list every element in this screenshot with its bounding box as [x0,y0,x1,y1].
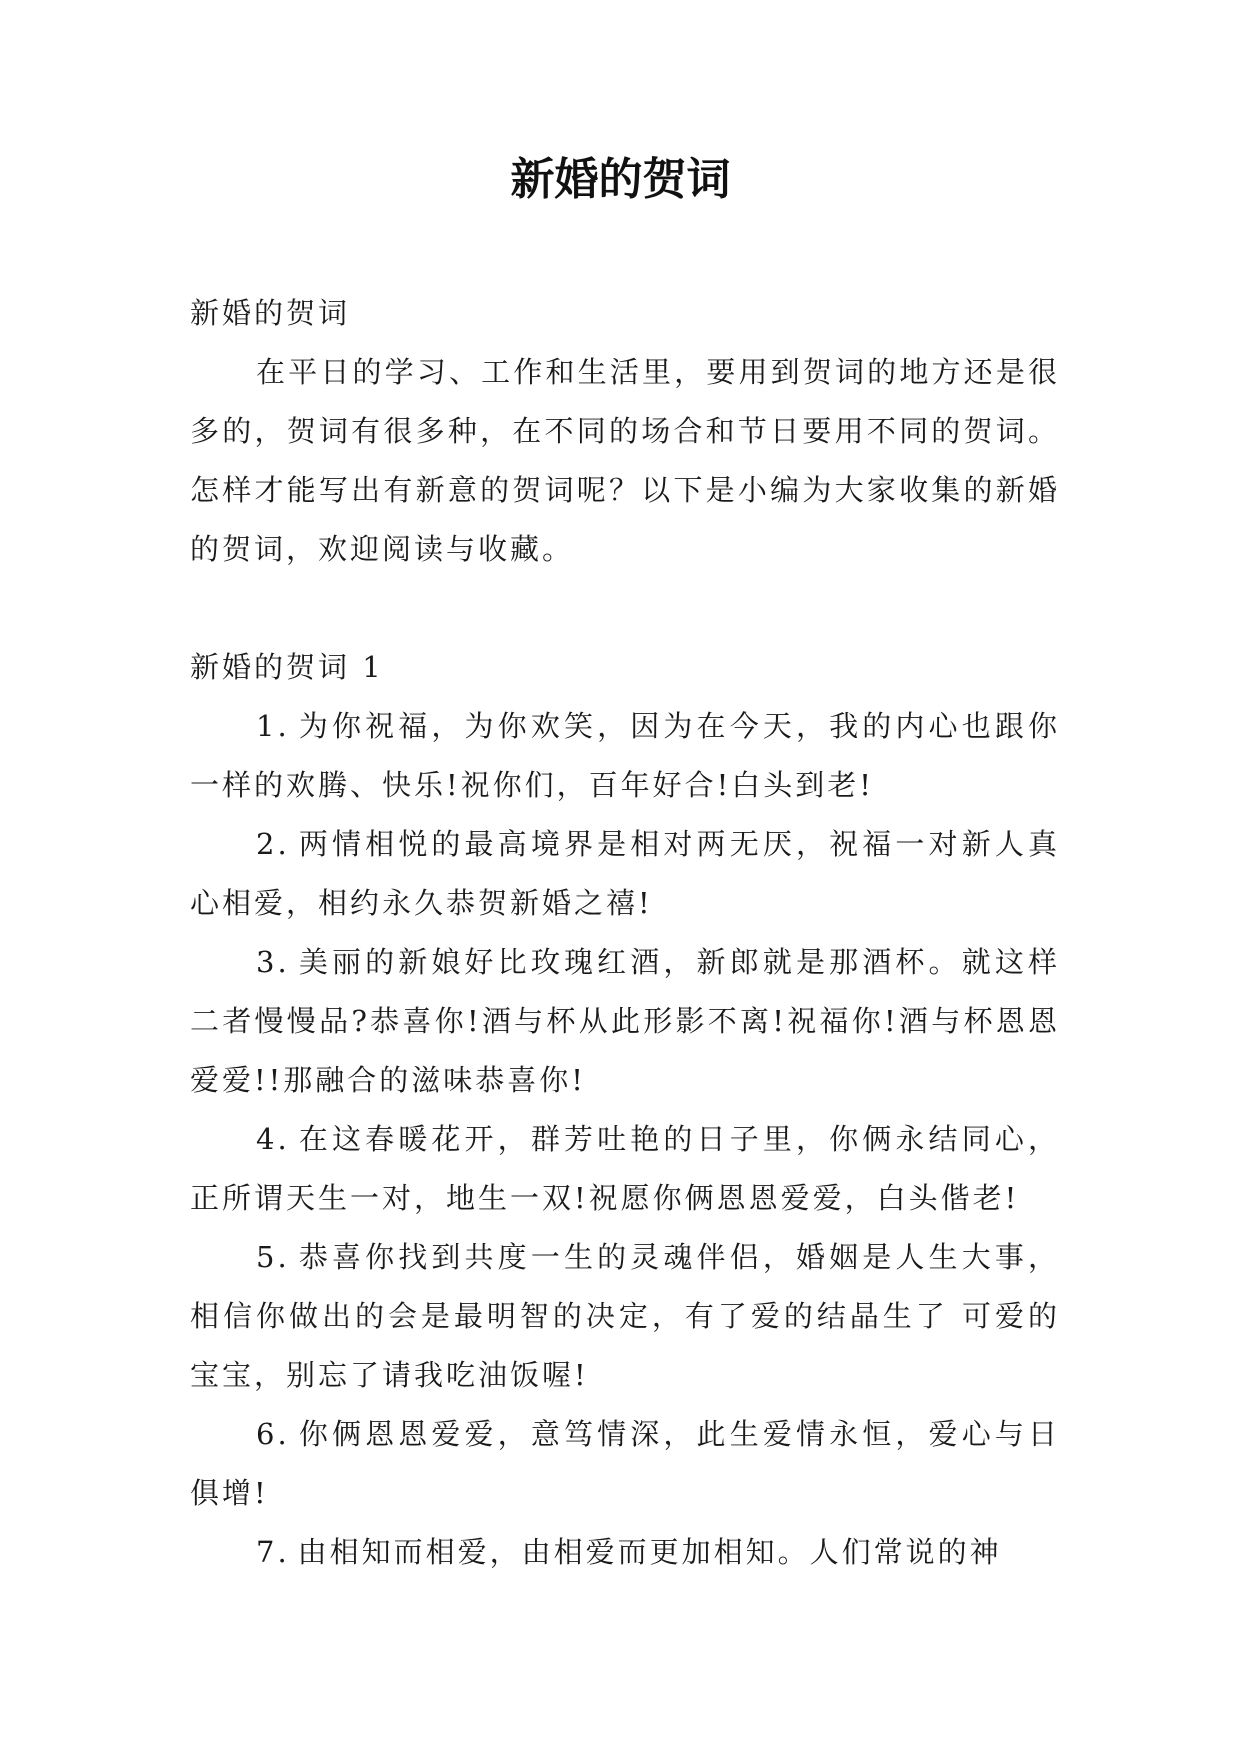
item-text: 在这春暖花开，群芳吐艳的日子里，你俩永结同心，正所谓天生一对，地生一双!祝愿你俩恩恩爱爱，白头偕老! [190,1122,1060,1215]
intro-paragraph: 在平日的学习、工作和生活里，要用到贺词的地方还是很多的，贺词有很多种，在不同的场合和节日要用不同的贺词。怎样才能写出有新意的贺词呢？以下是小编为大家收集的新婚的贺词，欢迎阅读与收藏。 [190,355,1060,566]
document-title: 新婚的贺词 [510,154,731,205]
item-number: 1. [256,709,290,743]
item-text: 你俩恩恩爱爱，意笃情深，此生爱情永恒，爱心与日俱增! [190,1417,1060,1510]
item-number: 2. [256,827,290,861]
item-number: 6. [256,1417,290,1451]
item-number: 3. [256,945,290,979]
list-item [190,1228,1060,1405]
list-item [190,697,1060,815]
item-text: 恭喜你找到共度一生的灵魂伴侣，婚姻是人生大事，相信你做出的会是最明智的决定，有了爱的结晶生了 可爱的宝宝，别忘了请我吃油饭喔! [190,1240,1060,1392]
item-text: 美丽的新娘好比玫瑰红酒，新郎就是那酒杯。就这样二者慢慢品?恭喜你!酒与杯从此形影不离!祝福你!酒与杯恩恩爱爱!!那融合的滋味恭喜你! [190,945,1060,1097]
section-heading: 新婚的贺词 1 [190,650,384,684]
list-item [190,1110,1060,1228]
list-item [190,933,1060,1110]
item-number: 4. [256,1122,290,1156]
item-text: 为你祝福，为你欢笑，因为在今天，我的内心也跟你一样的欢腾、快乐!祝你们，百年好合!白头到老! [190,709,1060,802]
list-item [190,1523,1060,1582]
list-item [190,1405,1060,1523]
item-text: 由相知而相爱，由相爱而更加相知。人们常说的神 [297,1535,1002,1569]
item-number: 7. [256,1535,290,1569]
list-item [190,815,1060,933]
item-text: 两情相悦的最高境界是相对两无厌，祝福一对新人真心相爱，相约永久恭贺新婚之禧! [190,827,1060,920]
document-body [190,284,1060,1582]
subtitle: 新婚的贺词 [190,296,351,330]
item-number: 5. [256,1240,290,1274]
